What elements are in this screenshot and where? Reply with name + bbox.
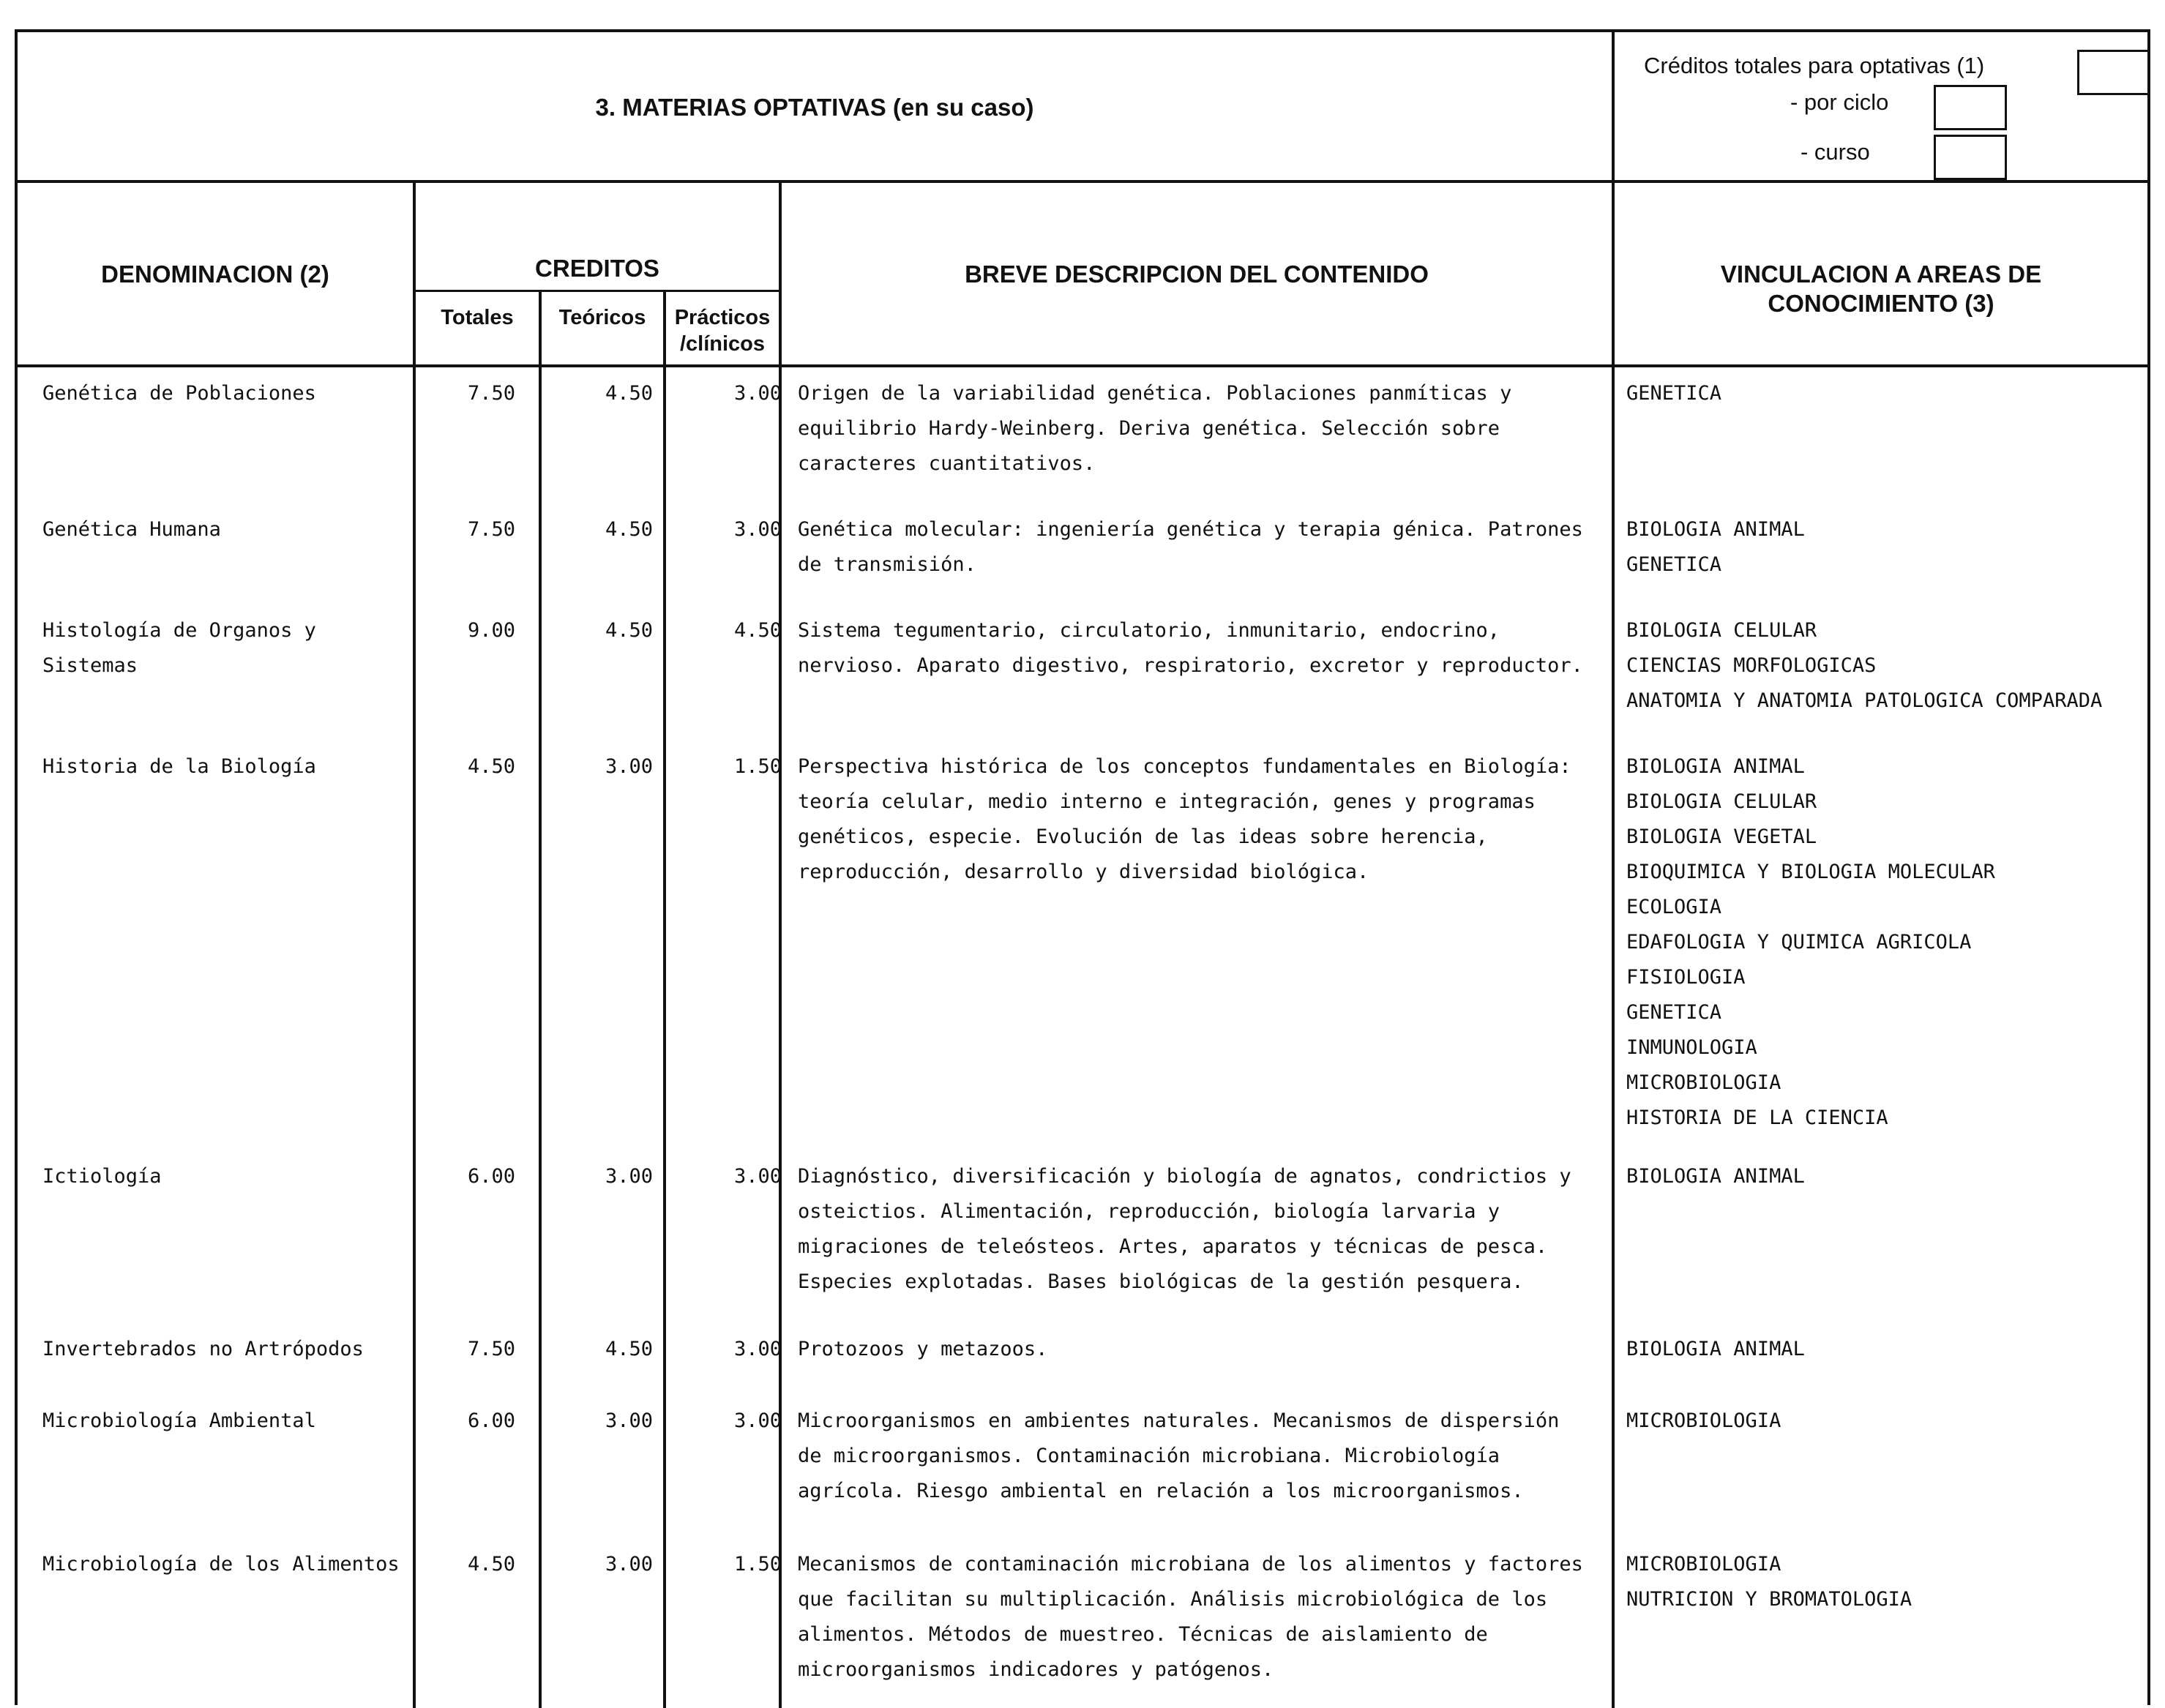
- subject-description: [798, 512, 1603, 583]
- subject-description-line: Diagnóstico, diversificación y biología de agnatos, condrictios y: [798, 1165, 1571, 1188]
- page-frame: [15, 29, 2150, 1705]
- header-descripcion: BREVE DESCRIPCION DEL CONTENIDO: [965, 261, 1429, 288]
- subject-description: [798, 749, 1603, 890]
- subject-description: [798, 1404, 1603, 1509]
- credits-totales: 6.00: [467, 1165, 515, 1188]
- divider: [539, 290, 542, 367]
- credits-practicos: 1.50: [733, 755, 782, 778]
- header-denominacion: DENOMINACION (2): [101, 261, 329, 288]
- knowledge-areas-line: MICROBIOLOGIA: [1626, 1409, 1781, 1432]
- knowledge-areas-line: FISIOLOGIA: [1626, 966, 1746, 989]
- subject-description-line: teoría celular, medio interno e integración, genes y programas: [798, 790, 1536, 813]
- header-clinicos: /clínicos: [679, 332, 766, 356]
- subject-name-line: Genética de Poblaciones: [42, 382, 316, 405]
- knowledge-areas-line: BIOLOGIA ANIMAL: [1626, 1338, 1805, 1360]
- subject-name-line: Histología de Organos y: [42, 619, 316, 642]
- subject-name: [42, 512, 416, 547]
- subject-name-line: Ictiología: [42, 1165, 162, 1188]
- knowledge-areas-line: INMUNOLOGIA: [1626, 1036, 1757, 1059]
- divider: [539, 367, 542, 1708]
- credits-totales: 7.50: [467, 518, 515, 541]
- header-practicos: Prácticos: [674, 306, 771, 329]
- subject-description-line: de microorganismos. Contaminación microbiana. Microbiología: [798, 1445, 1500, 1467]
- knowledge-areas: [1626, 512, 2139, 583]
- subject-name-line: Microbiología Ambiental: [42, 1409, 316, 1432]
- subject-description-line: caracteres cuantitativos.: [798, 452, 1096, 475]
- subject-name-line: Genética Humana: [42, 518, 221, 541]
- knowledge-areas-line: MICROBIOLOGIA: [1626, 1071, 1781, 1094]
- knowledge-areas-line: BIOLOGIA CELULAR: [1626, 619, 1817, 642]
- divider: [1612, 183, 1615, 367]
- section-header: [18, 32, 2147, 183]
- credits-teoricos: 4.50: [605, 382, 653, 405]
- subject-name-line: Sistemas: [42, 654, 138, 677]
- per-course-field[interactable]: [1934, 135, 2007, 180]
- subject-description: [798, 376, 1603, 482]
- credits-practicos: 3.00: [733, 518, 782, 541]
- credits-practicos: 3.00: [733, 1409, 782, 1432]
- credits-teoricos: 3.00: [605, 1553, 653, 1576]
- credits-teoricos: 4.50: [605, 619, 653, 642]
- knowledge-areas-line: BIOLOGIA CELULAR: [1626, 790, 1817, 813]
- subject-description-line: Protozoos y metazoos.: [798, 1338, 1048, 1360]
- divider: [663, 290, 666, 367]
- subject-description-line: de transmisión.: [798, 553, 976, 576]
- knowledge-areas-line: GENETICA: [1626, 1001, 1722, 1024]
- knowledge-areas: [1626, 1404, 2139, 1439]
- subject-name-line: Historia de la Biología: [42, 755, 316, 778]
- subject-description: [798, 1332, 1603, 1367]
- divider: [413, 367, 416, 1708]
- subject-description-line: genéticos, especie. Evolución de las ideas sobre herencia,: [798, 825, 1488, 848]
- credits-practicos: 3.00: [733, 382, 782, 405]
- subject-name: [42, 1159, 416, 1194]
- per-cycle-label: - por ciclo: [1790, 89, 1889, 115]
- subject-description-line: equilibrio Hardy-Weinberg. Deriva genética. Selección sobre: [798, 417, 1500, 440]
- header-conocimiento: CONOCIMIENTO (3): [1768, 290, 1994, 317]
- credits-practicos: 4.50: [733, 619, 782, 642]
- knowledge-areas-line: BIOLOGIA VEGETAL: [1626, 825, 1817, 848]
- subject-description: [798, 613, 1603, 683]
- subject-description-line: Mecanismos de contaminación microbiana de los alimentos y factores: [798, 1553, 1583, 1576]
- per-cycle-field[interactable]: [1934, 85, 2007, 130]
- credits-totales: 7.50: [467, 1338, 515, 1360]
- header-creditos: CREDITOS: [535, 255, 659, 282]
- knowledge-areas-line: BIOLOGIA ANIMAL: [1626, 755, 1805, 778]
- knowledge-areas: [1626, 749, 2139, 1136]
- subject-description-line: microorganismos indicadores y patógenos.: [798, 1658, 1274, 1681]
- knowledge-areas-line: ANATOMIA Y ANATOMIA PATOLOGICA COMPARADA: [1626, 689, 2103, 712]
- credits-teoricos: 3.00: [605, 1409, 653, 1432]
- knowledge-areas-line: BIOLOGIA ANIMAL: [1626, 1165, 1805, 1188]
- subject-name-line: Microbiología de los Alimentos: [42, 1553, 400, 1576]
- subject-name: [42, 613, 416, 683]
- knowledge-areas: [1626, 613, 2139, 719]
- knowledge-areas-line: CIENCIAS MORFOLOGICAS: [1626, 654, 1877, 677]
- header-teoricos: Teóricos: [558, 306, 646, 329]
- subject-name: [42, 1404, 416, 1439]
- subject-description-line: Perspectiva histórica de los conceptos fundamentales en Biología:: [798, 755, 1571, 778]
- credits-total-label: Créditos totales para optativas (1): [1644, 53, 1985, 78]
- header-totales: Totales: [441, 306, 514, 329]
- knowledge-areas-line: EDAFOLOGIA Y QUIMICA AGRICOLA: [1626, 931, 1972, 954]
- divider: [413, 183, 416, 367]
- subject-description-line: reproducción, desarrollo y diversidad biológica.: [798, 861, 1369, 883]
- subject-name: [42, 1332, 416, 1367]
- divider: [663, 367, 666, 1708]
- subject-name-line: Invertebrados no Artrópodos: [42, 1338, 364, 1360]
- credits-totales: 6.00: [467, 1409, 515, 1432]
- subject-description-line: alimentos. Métodos de muestreo. Técnicas de aislamiento de: [798, 1623, 1488, 1646]
- subject-name: [42, 1547, 416, 1582]
- divider: [779, 183, 782, 367]
- subject-description-line: Microorganismos en ambientes naturales. Mecanismos de dispersión: [798, 1409, 1560, 1432]
- knowledge-areas-line: MICROBIOLOGIA: [1626, 1553, 1781, 1576]
- header-vinculacion: VINCULACION A AREAS DE: [1720, 261, 2042, 288]
- divider: [416, 290, 779, 292]
- subject-name: [42, 376, 416, 411]
- credits-practicos: 1.50: [733, 1553, 782, 1576]
- knowledge-areas-line: BIOQUIMICA Y BIOLOGIA MOLECULAR: [1626, 861, 1995, 883]
- knowledge-areas-line: HISTORIA DE LA CIENCIA: [1626, 1106, 1888, 1129]
- knowledge-areas-line: NUTRICION Y BROMATOLOGIA: [1626, 1588, 1912, 1611]
- subject-description-line: nervioso. Aparato digestivo, respiratorio, excretor y reproductor.: [798, 654, 1583, 677]
- divider: [779, 367, 782, 1708]
- subject-description-line: migraciones de teleósteos. Artes, aparatos y técnicas de pesca.: [798, 1235, 1548, 1258]
- credits-teoricos: 4.50: [605, 1338, 653, 1360]
- knowledge-areas: [1626, 1159, 2139, 1194]
- knowledge-areas-line: GENETICA: [1626, 553, 1722, 576]
- knowledge-areas-line: GENETICA: [1626, 382, 1722, 405]
- credits-teoricos: 3.00: [605, 755, 653, 778]
- subject-description-line: Genética molecular: ingeniería genética y terapia génica. Patrones: [798, 518, 1583, 541]
- credits-totals-box: [1615, 32, 2150, 180]
- column-headers: [18, 183, 2147, 367]
- subject-description-line: que facilitan su multiplicación. Análisis microbiológica de los: [798, 1588, 1548, 1611]
- credits-totales: 9.00: [467, 619, 515, 642]
- credits-practicos: 3.00: [733, 1338, 782, 1360]
- credits-practicos: 3.00: [733, 1165, 782, 1188]
- subject-name: [42, 749, 416, 784]
- subject-description-line: Origen de la variabilidad genética. Poblaciones panmíticas y: [798, 382, 1512, 405]
- knowledge-areas: [1626, 1547, 2139, 1617]
- knowledge-areas: [1626, 376, 2139, 411]
- credits-total-field[interactable]: [2077, 50, 2150, 95]
- knowledge-areas-line: ECOLOGIA: [1626, 896, 1722, 918]
- knowledge-areas: [1626, 1332, 2139, 1367]
- credits-totales: 7.50: [467, 382, 515, 405]
- credits-teoricos: 4.50: [605, 518, 653, 541]
- section-title: 3. MATERIAS OPTATIVAS (en su caso): [595, 94, 1034, 121]
- credits-totales: 4.50: [467, 1553, 515, 1576]
- subject-description-line: osteictios. Alimentación, reproducción, biología larvaria y: [798, 1200, 1500, 1223]
- subject-description: [798, 1547, 1603, 1688]
- per-course-label: - curso: [1801, 139, 1870, 165]
- subject-description-line: Sistema tegumentario, circulatorio, inmunitario, endocrino,: [798, 619, 1500, 642]
- credits-totales: 4.50: [467, 755, 515, 778]
- divider: [1612, 367, 1615, 1708]
- knowledge-areas-line: BIOLOGIA ANIMAL: [1626, 518, 1805, 541]
- subject-description: [798, 1159, 1603, 1300]
- subject-description-line: agrícola. Riesgo ambiental en relación a los microorganismos.: [798, 1480, 1524, 1502]
- subject-description-line: Especies explotadas. Bases biológicas de la gestión pesquera.: [798, 1270, 1524, 1293]
- credits-teoricos: 3.00: [605, 1165, 653, 1188]
